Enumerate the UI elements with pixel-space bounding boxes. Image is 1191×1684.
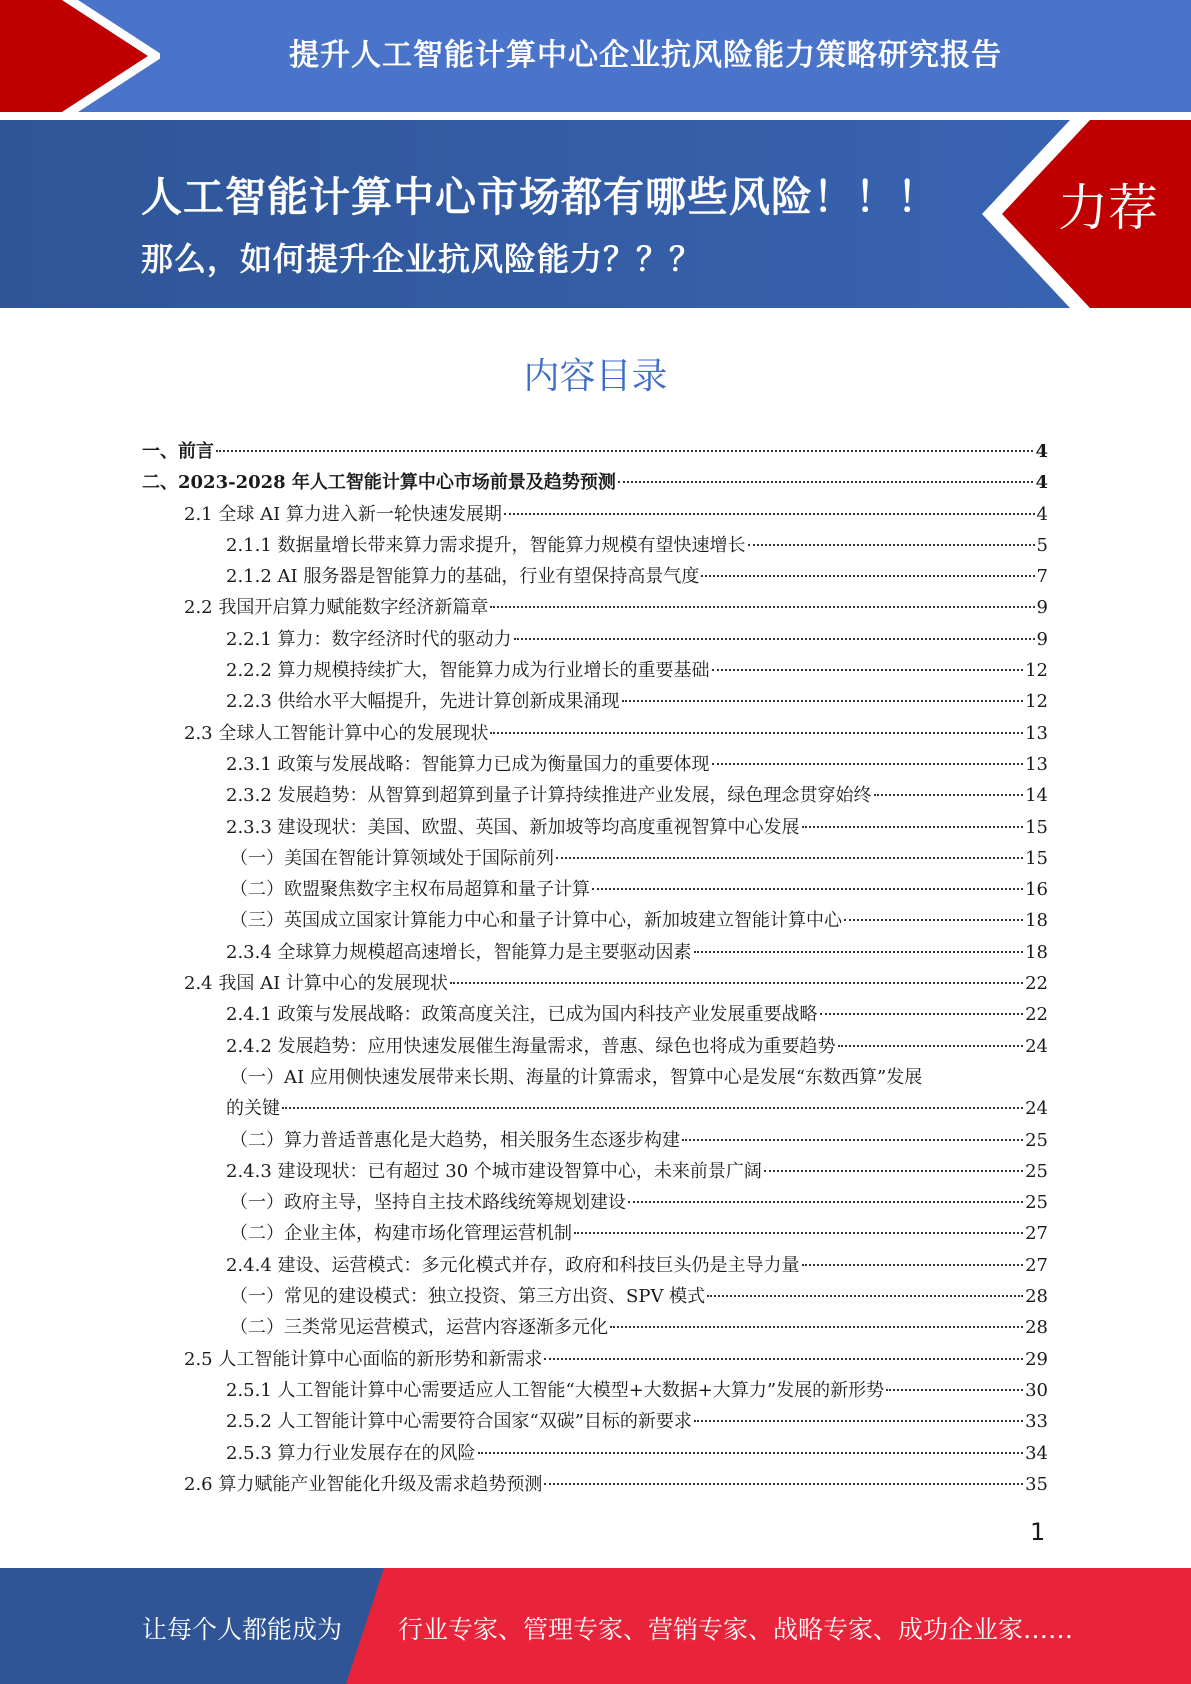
footer-banner xyxy=(0,1568,1191,1684)
toc-entry[interactable]: 2.3.4 全球算力规模超高速增长，智能算力是主要驱动因素 18 xyxy=(226,941,1048,963)
toc-entry[interactable]: 的关键 24 xyxy=(226,1098,1048,1120)
toc-entry[interactable]: 2.1 全球 AI 算力进入新一轮快速发展期 4 xyxy=(184,503,1048,525)
toc-entry[interactable]: 2.4.4 建设、运营模式：多元化模式并存，政府和科技巨头仍是主导力量 27 xyxy=(226,1254,1048,1276)
toc-entry[interactable]: （一）美国在智能计算领域处于国际前列 15 xyxy=(230,847,1048,869)
toc-entry[interactable]: （一）AI 应用侧快速发展带来长期、海量的计算需求，智算中心是发展“东数西算”发展 xyxy=(230,1066,923,1088)
headline-question: 那么，如何提升企业抗风险能力？？？ xyxy=(141,240,703,278)
toc-entry[interactable]: 2.4 我国 AI 计算中心的发展现状 22 xyxy=(184,973,1048,995)
page-number: 1 xyxy=(1030,1518,1046,1546)
toc-entry[interactable]: 2.2.3 供给水平大幅提升，先进计算创新成果涌现 12 xyxy=(226,691,1048,713)
toc-entry[interactable]: 2.2.2 算力规模持续扩大，智能算力成为行业增长的重要基础 12 xyxy=(226,660,1048,682)
toc-entry[interactable]: 2.3.2 发展趋势：从智算到超算到量子计算持续推进产业发展，绿色理念贯穿始终 14 xyxy=(226,785,1048,807)
toc-entry[interactable]: 一、前言 4 xyxy=(142,441,1048,462)
toc-entry[interactable]: （一）常见的建设模式：独立投资、第三方出资、SPV 模式 28 xyxy=(230,1286,1048,1308)
toc-entry[interactable]: 2.3.3 建设现状：美国、欧盟、英国、新加坡等均高度重视智算中心发展 15 xyxy=(226,816,1048,838)
toc-entry[interactable]: 2.5.1 人工智能计算中心需要适应人工智能“大模型+大数据+大算力”发展的新形势 30 xyxy=(226,1379,1048,1401)
toc-title: 内容目录 xyxy=(523,356,668,397)
toc-entry[interactable]: 2.3 全球人工智能计算中心的发展现状 13 xyxy=(184,722,1048,744)
toc-entry[interactable]: 2.3.1 政策与发展战略：智能算力已成为衡量国力的重要体现 13 xyxy=(226,753,1048,775)
toc-entry[interactable]: 2.4.3 建设现状：已有超过 30 个城市建设智算中心，未来前景广阔 25 xyxy=(226,1160,1048,1182)
toc-entry[interactable]: （三）英国成立国家计算能力中心和量子计算中心，新加坡建立智能计算中心 18 xyxy=(230,910,1048,932)
toc-entry[interactable]: 2.2 我国开启算力赋能数字经济新篇章 9 xyxy=(184,597,1048,619)
footer-slogan-right: 行业专家、管理专家、营销专家、战略专家、成功企业家…… xyxy=(398,1615,1074,1644)
headline-risk: 人工智能计算中心市场都有哪些风险！！！ xyxy=(141,173,939,221)
toc-entry[interactable]: 2.5.3 算力行业发展存在的风险 34 xyxy=(226,1442,1048,1464)
toc-entry[interactable]: （一）政府主导，坚持自主技术路线统筹规划建设 25 xyxy=(230,1192,1048,1214)
toc-entry[interactable]: 2.5.2 人工智能计算中心需要符合国家“双碳”目标的新要求 33 xyxy=(226,1411,1048,1433)
toc-entry[interactable]: 2.2.1 算力：数字经济时代的驱动力 9 xyxy=(226,628,1048,650)
toc-entry[interactable]: （二）算力普适普惠化是大趋势，相关服务生态逐步构建 25 xyxy=(230,1129,1048,1151)
toc-entry[interactable]: （二）企业主体，构建市场化管理运营机制 27 xyxy=(230,1223,1048,1245)
toc-entry[interactable]: （二）三类常见运营模式，运营内容逐渐多元化 28 xyxy=(230,1317,1048,1339)
headline-banner xyxy=(0,120,1191,308)
toc-entry[interactable]: 2.1.1 数据量增长带来算力需求提升，智能算力规模有望快速增长 5 xyxy=(226,534,1048,556)
top-banner xyxy=(0,0,1191,112)
footer-slogan-left: 让每个人都能成为 xyxy=(142,1615,343,1644)
toc-entry[interactable]: 2.6 算力赋能产业智能化升级及需求趋势预测 35 xyxy=(184,1473,1048,1495)
toc-entry[interactable]: 2.1.2 AI 服务器是智能算力的基础，行业有望保持高景气度 7 xyxy=(226,566,1048,588)
recommend-badge: 力荐 xyxy=(1058,179,1158,237)
toc-entry[interactable]: 2.5 人工智能计算中心面临的新形势和新需求 29 xyxy=(184,1348,1048,1370)
report-title: 提升人工智能计算中心企业抗风险能力策略研究报告 xyxy=(289,38,1002,73)
toc-entry[interactable]: 2.4.1 政策与发展战略：政策高度关注，已成为国内科技产业发展重要战略 22 xyxy=(226,1004,1048,1026)
toc-entry[interactable]: 2.4.2 发展趋势：应用快速发展催生海量需求，普惠、绿色也将成为重要趋势 24 xyxy=(226,1035,1048,1057)
table-of-contents xyxy=(142,436,1048,1500)
toc-entry[interactable]: （二）欧盟聚焦数字主权布局超算和量子计算 16 xyxy=(230,879,1048,901)
toc-entry[interactable]: 二、2023-2028 年人工智能计算中心市场前景及趋势预测 4 xyxy=(142,472,1048,494)
